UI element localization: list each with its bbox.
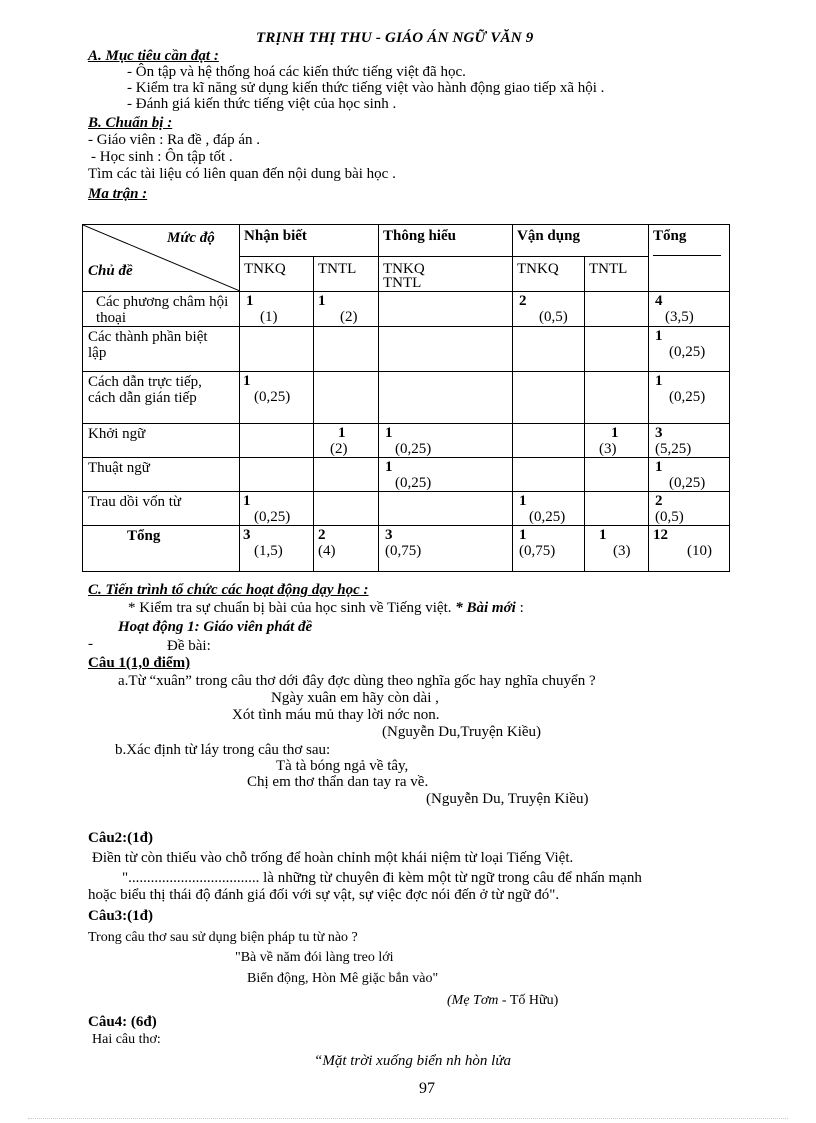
level-header: Tổng (649, 225, 730, 292)
dash-mark: - (88, 636, 93, 652)
section-a-heading: A. Mục tiêu cần đạt : (88, 48, 219, 64)
table-row: Cách dẫn trực tiếp, cách dẫn gián tiếp 1 (0,25) 1 (0,25) (83, 372, 730, 424)
q3-text: Trong câu thơ sau sử dụng biện pháp tu từ nào ? (88, 930, 358, 945)
q3-source: (Mẹ Tơm - Tố Hữu) (447, 993, 559, 1008)
q3-heading: Câu3:(1đ) (88, 908, 154, 924)
section-b-item: - Học sinh : Ôn tập tốt . (91, 149, 233, 165)
q2-line: "................................... là những từ chuyên đi kèm một từ ngữ trong câu để nhấn mạnh (122, 870, 642, 886)
page-number: 97 (419, 1080, 435, 1097)
level-header: Thông hiểu (379, 225, 513, 257)
footer-divider (28, 1118, 788, 1119)
section-a-item: - Ôn tập và hệ thống hoá các kiến thức tiếng việt đã học. (127, 64, 466, 80)
subject-cell: Các phương châm hội thoại (83, 292, 240, 327)
q1-poem-line: Tà tà bóng ngả về tây, (276, 758, 409, 774)
q3-poem-line: Biển động, Hòn Mê giặc bắn vào" (247, 971, 439, 986)
page-header: TRỊNH THỊ THU - GIÁO ÁN NGỮ VĂN 9 (256, 30, 534, 46)
q1-heading: Câu 1(1,0 điểm) (88, 655, 191, 671)
activity-1: Hoạt động 1: Giáo viên phát đề (118, 619, 313, 635)
sub-header: TNTL (585, 257, 649, 292)
q3-poem-line: "Bà về năm đói làng treo lới (235, 950, 394, 965)
section-b-item: Tìm các tài liệu có liên quan đến nội dung bài học . (88, 166, 396, 182)
section-c-heading: C. Tiến trình tổ chức các hoạt động dạy học : (88, 582, 369, 598)
q2-line: hoặc biểu thị thái độ đánh giá đối với sự vật, sự việc đợc nói đến ở từ ngữ đó". (88, 887, 560, 903)
table-row: Các phương châm hội thoại 1 (1) 1 (2) 2 (0,5) 4 (3,5) (83, 292, 730, 327)
matrix-heading: Ma trận : (88, 186, 148, 202)
q1-a: a.Từ “xuân” trong câu thơ dới đây đợc dùng theo nghĩa gốc hay nghĩa chuyển ? (118, 673, 596, 689)
q1-b: b.Xác định từ láy trong câu thơ sau: (115, 742, 331, 758)
section-a-item: - Đánh giá kiến thức tiếng việt của học sinh . (127, 96, 397, 112)
section-b-item: - Giáo viên : Ra đề , đáp án . (88, 132, 261, 148)
corner-top-label: Mức độ (167, 230, 215, 246)
table-row: Khởi ngữ 1 (2) 1 (0,25) 1 (3) 3 (5,25) (83, 424, 730, 458)
section-a-item: - Kiểm tra kĩ năng sử dụng kiến thức tiếng việt vào hành động giao tiếp xã hội . (127, 80, 605, 96)
corner-diagonal (83, 225, 240, 291)
corner-cell (83, 225, 240, 292)
q1-source: (Nguyễn Du, Truyện Kiều) (426, 791, 589, 807)
section-b-heading: B. Chuẩn bị : (88, 115, 173, 131)
de-bai-label: Đề bài: (167, 638, 211, 654)
q2-heading: Câu2:(1đ) (88, 830, 154, 846)
q1-source: (Nguyễn Du,Truyện Kiều) (382, 724, 542, 740)
check-line: * Kiểm tra sự chuẩn bị bài của học sinh về Tiếng việt. * Bài mới : (128, 600, 524, 616)
q2-text: Điền từ còn thiếu vào chỗ trống để hoàn chỉnh một khái niệm từ loại Tiếng Việt. (92, 850, 574, 866)
q4-text: Hai câu thơ: (92, 1032, 161, 1047)
q4-heading: Câu4: (6đ) (88, 1014, 157, 1030)
table-total-row: Tổng 3 (1,5) 2 (4) 3 (0,75) 1 (0,75) 1 (3) 12 (10) (83, 526, 730, 572)
q1-poem-line: Chị em thơ thẩn dan tay ra về. (247, 774, 429, 790)
table-row: Các thành phần biệt lập 1 (0,25) (83, 327, 730, 372)
matrix-table (82, 224, 730, 572)
q1-poem-line: Ngày xuân em hãy còn dài , (271, 690, 439, 706)
sub-header: TNTL (314, 257, 379, 292)
sub-header: TNKQ TNTL (379, 257, 513, 292)
sub-header: TNKQ (240, 257, 314, 292)
level-header: Nhận biết (240, 225, 379, 257)
corner-bottom-label: Chủ đề (88, 263, 133, 279)
table-row: Trau dồi vốn từ 1 (0,25) 1 (0,25) 2 (0,5) (83, 492, 730, 526)
table-row: Thuật ngữ 1 (0,25) 1 (0,25) (83, 458, 730, 492)
q1-poem-line: Xót tình máu mủ thay lời nớc non. (232, 707, 440, 723)
level-header: Vận dụng (513, 225, 649, 257)
sub-header: TNKQ (513, 257, 585, 292)
q4-poem-line: “Mặt trời xuống biển nh hòn lửa (314, 1053, 512, 1069)
